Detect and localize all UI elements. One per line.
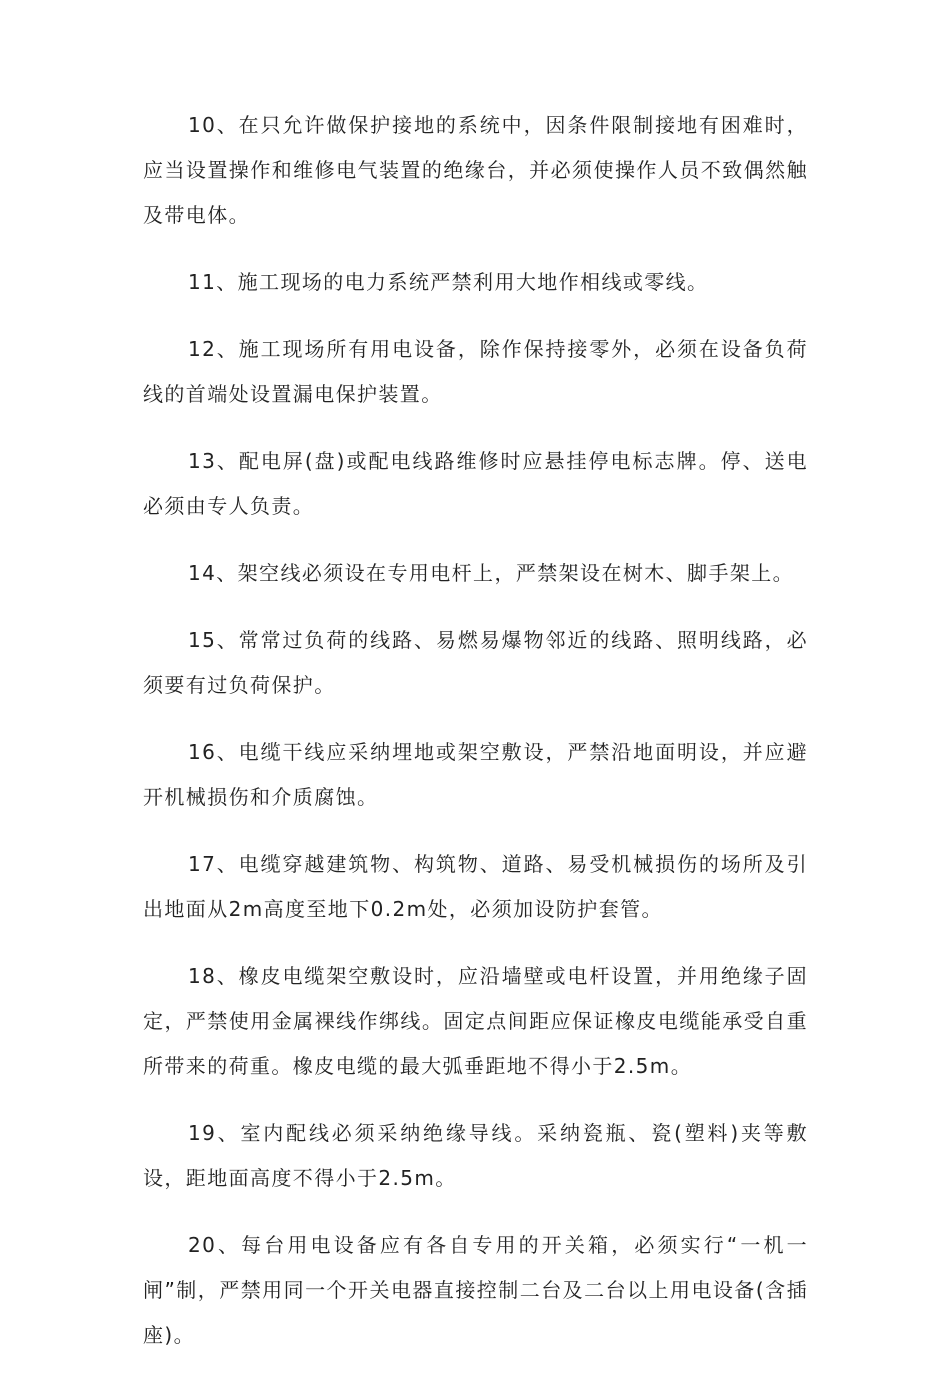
paragraph-16: 16、电缆干线应采纳埋地或架空敷设，严禁沿地面明设，并应避开机械损伤和介质腐蚀。: [143, 740, 808, 809]
paragraph-13: 13、配电屏(盘)或配电线路维修时应悬挂停电标志牌。停、送电必须由专人负责。: [143, 449, 808, 518]
paragraph-10: 10、在只允许做保护接地的系统中，因条件限制接地有困难时，应当设置操作和维修电气装置的绝缘台，并必须使操作人员不致偶然触及带电体。: [143, 113, 808, 227]
paragraph-20: 20、每台用电设备应有各自专用的开关箱，必须实行“一机一闸”制，严禁用同一个开关电器直接控制二台及二台以上用电设备(含插座)。: [143, 1233, 808, 1347]
paragraph-15: 15、常常过负荷的线路、易燃易爆物邻近的线路、照明线路，必须要有过负荷保护。: [143, 628, 808, 697]
document-body: [143, 103, 808, 1380]
paragraph-14: 14、架空线必须设在专用电杆上，严禁架设在树木、脚手架上。: [188, 561, 795, 585]
paragraph-11: 11、施工现场的电力系统严禁利用大地作相线或零线。: [188, 270, 709, 294]
paragraph-18: 18、橡皮电缆架空敷设时，应沿墙壁或电杆设置，并用绝缘子固定，严禁使用金属裸线作绑线。固定点间距应保证橡皮电缆能承受自重所带来的荷重。橡皮电缆的最大弧垂距地不得小于2.5m。: [143, 964, 808, 1078]
paragraph-19: 19、室内配线必须采纳绝缘导线。采纳瓷瓶、瓷(塑料)夹等敷设，距地面高度不得小于2.5m。: [143, 1121, 808, 1190]
paragraph-17: 17、电缆穿越建筑物、构筑物、道路、易受机械损伤的场所及引出地面从2m高度至地下0.2m处，必须加设防护套管。: [143, 852, 808, 921]
paragraph-12: 12、施工现场所有用电设备，除作保持接零外，必须在设备负荷线的首端处设置漏电保护装置。: [143, 337, 808, 406]
